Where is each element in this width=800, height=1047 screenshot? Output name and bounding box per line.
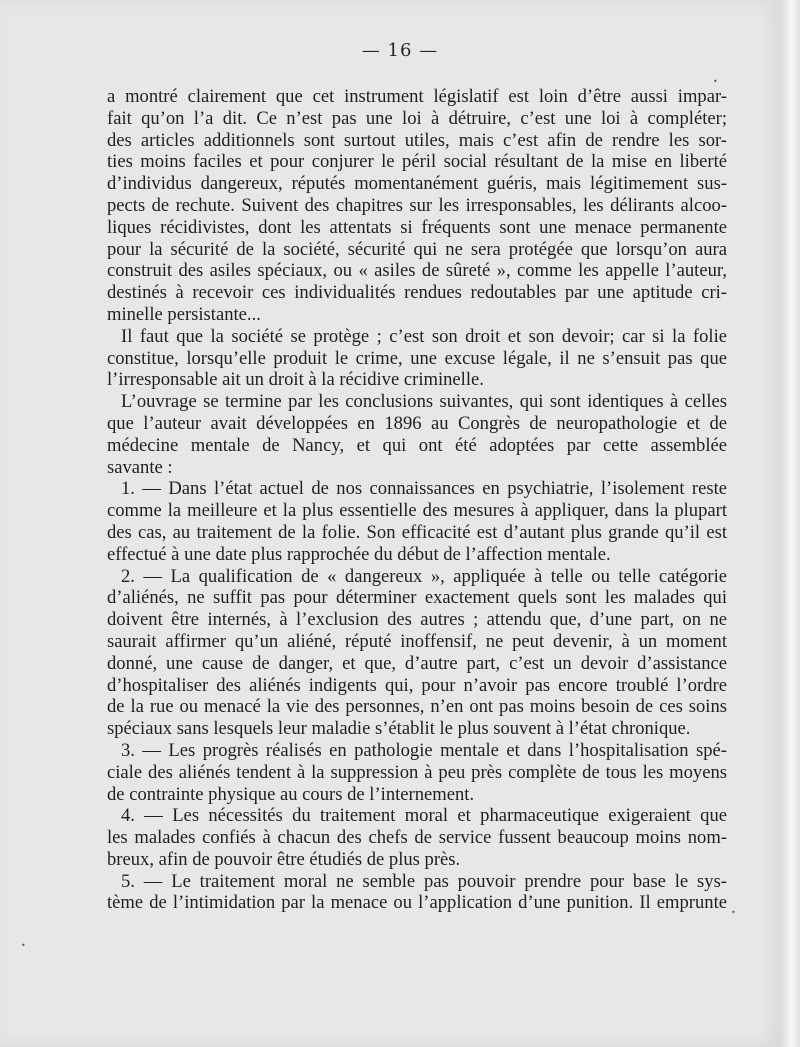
text-line: effectué à une date plus rapprochée du début de l’affection mentale. [107, 543, 611, 565]
text-line: des articles additionnels sont surtout utiles, mais c’est afin de rendre les sor- [107, 129, 727, 151]
text-line: doivent être internés, à l’exclusion des autres ; attendu que, d’une part, on ne [107, 609, 727, 631]
text-line: 1. — Dans l’état actuel de nos connaissances en psychiatrie, l’isolement reste [121, 478, 727, 500]
paper-speck: • [21, 941, 26, 950]
text-line: des cas, au traitement de la folie. Son efficacité est d’autant plus grande qu’il est [107, 521, 727, 543]
text-line: constitue, lorsqu’elle produit le crime, une excuse légale, il ne s’ensuit pas que [107, 347, 727, 369]
text-line: de la rue ou menacé la vie des personnes, n’en ont pas moins besoin de ces soins [107, 696, 727, 718]
text-line: comme la meilleure et la plus essentielle des mesures à appliquer, dans la plupart [107, 500, 727, 522]
text-line: d’aliénés, ne suffit pas pour déterminer exactement quels sont les malades qui [107, 587, 727, 609]
text-line: 3. — Les progrès réalisés en pathologie mentale et dans l’hospitalisation spé- [121, 739, 727, 761]
text-line: d’individus dangereux, réputés momentanément guéris, mais légitimement sus- [107, 173, 727, 195]
text-line: tème de l’intimidation par la menace ou l’application d’une punition. Il emprunte [107, 892, 727, 914]
text-line: 5. — Le traitement moral ne semble pas pouvoir prendre pour base le sys- [121, 870, 727, 892]
page-edge [780, 0, 800, 1047]
text-line: fait qu’on l’a dit. Ce n’est pas une loi à détruire, c’est une loi à compléter; [107, 107, 727, 129]
paper-speck: • [731, 908, 736, 917]
text-line: 4. — Les nécessités du traitement moral et pharmaceutique exigeraient que [121, 805, 727, 827]
paper-speck: • [713, 77, 718, 86]
page-number: — 16 — [361, 40, 439, 61]
text-line: construit des asiles spéciaux, ou « asiles de sûreté », comme les appelle l’auteur, [107, 260, 727, 282]
text-line: que l’auteur avait développées en 1896 au Congrès de neuropathologie et de [107, 412, 727, 434]
text-line: ciale des aliénés tendent à la suppression à peu près complète de tous les moyens [107, 761, 727, 783]
text-line: pour la sécurité de la société, sécurité qui ne sera protégée que lorsqu’on aura [107, 238, 727, 260]
text-line: 2. — La qualification de « dangereux », appliquée à telle ou telle catégorie [121, 565, 727, 587]
text-line: donné, une cause de danger, et que, d’autre part, c’est un devoir d’assistance [107, 652, 727, 674]
text-line: minelle persistante... [107, 303, 261, 325]
text-line: Il faut que la société se protège ; c’est son droit et son devoir; car si la folie [121, 325, 727, 347]
text-line: ties moins faciles et pour conjurer le péril social résultant de la mise en liberté [107, 151, 727, 173]
text-line: saurait affirmer qu’un aliéné, réputé inoffensif, ne peut devenir, à un moment [107, 630, 727, 652]
text-line: savante : [107, 456, 173, 478]
text-line: médecine mentale de Nancy, et qui ont été adoptées par cette assemblée [107, 434, 727, 456]
text-line: spéciaux sans lesquels leur maladie s’établit le plus souvent à l’état chronique. [107, 718, 691, 740]
text-line: liques récidivistes, dont les attentats si fréquents sont une menace permanente [107, 216, 727, 238]
text-line: a montré clairement que cet instrument législatif est loin d’être aussi impar- [107, 86, 727, 107]
text-line: l’irresponsable ait un droit à la récidive criminelle. [107, 369, 484, 391]
text-line: les malades confiés à chacun des chefs de service fussent beaucoup moins nom- [107, 827, 727, 849]
text-line: L’ouvrage se termine par les conclusions suivantes, qui sont identiques à celles [121, 391, 727, 413]
text-line: destinés à recevoir ces individualités rendues redoutables par une aptitude cri- [107, 282, 727, 304]
text-line: de contrainte physique au cours de l’internement. [107, 783, 475, 805]
body-text [107, 86, 727, 914]
text-line: d’hospitaliser des aliénés indigents qui, pour n’avoir pas encore troublé l’ordre [107, 674, 727, 696]
text-line: breux, afin de pouvoir être étudiés de plus près. [107, 848, 461, 870]
text-line: pects de rechute. Suivent des chapitres sur les irresponsables, les délirants alcoo- [107, 194, 727, 216]
